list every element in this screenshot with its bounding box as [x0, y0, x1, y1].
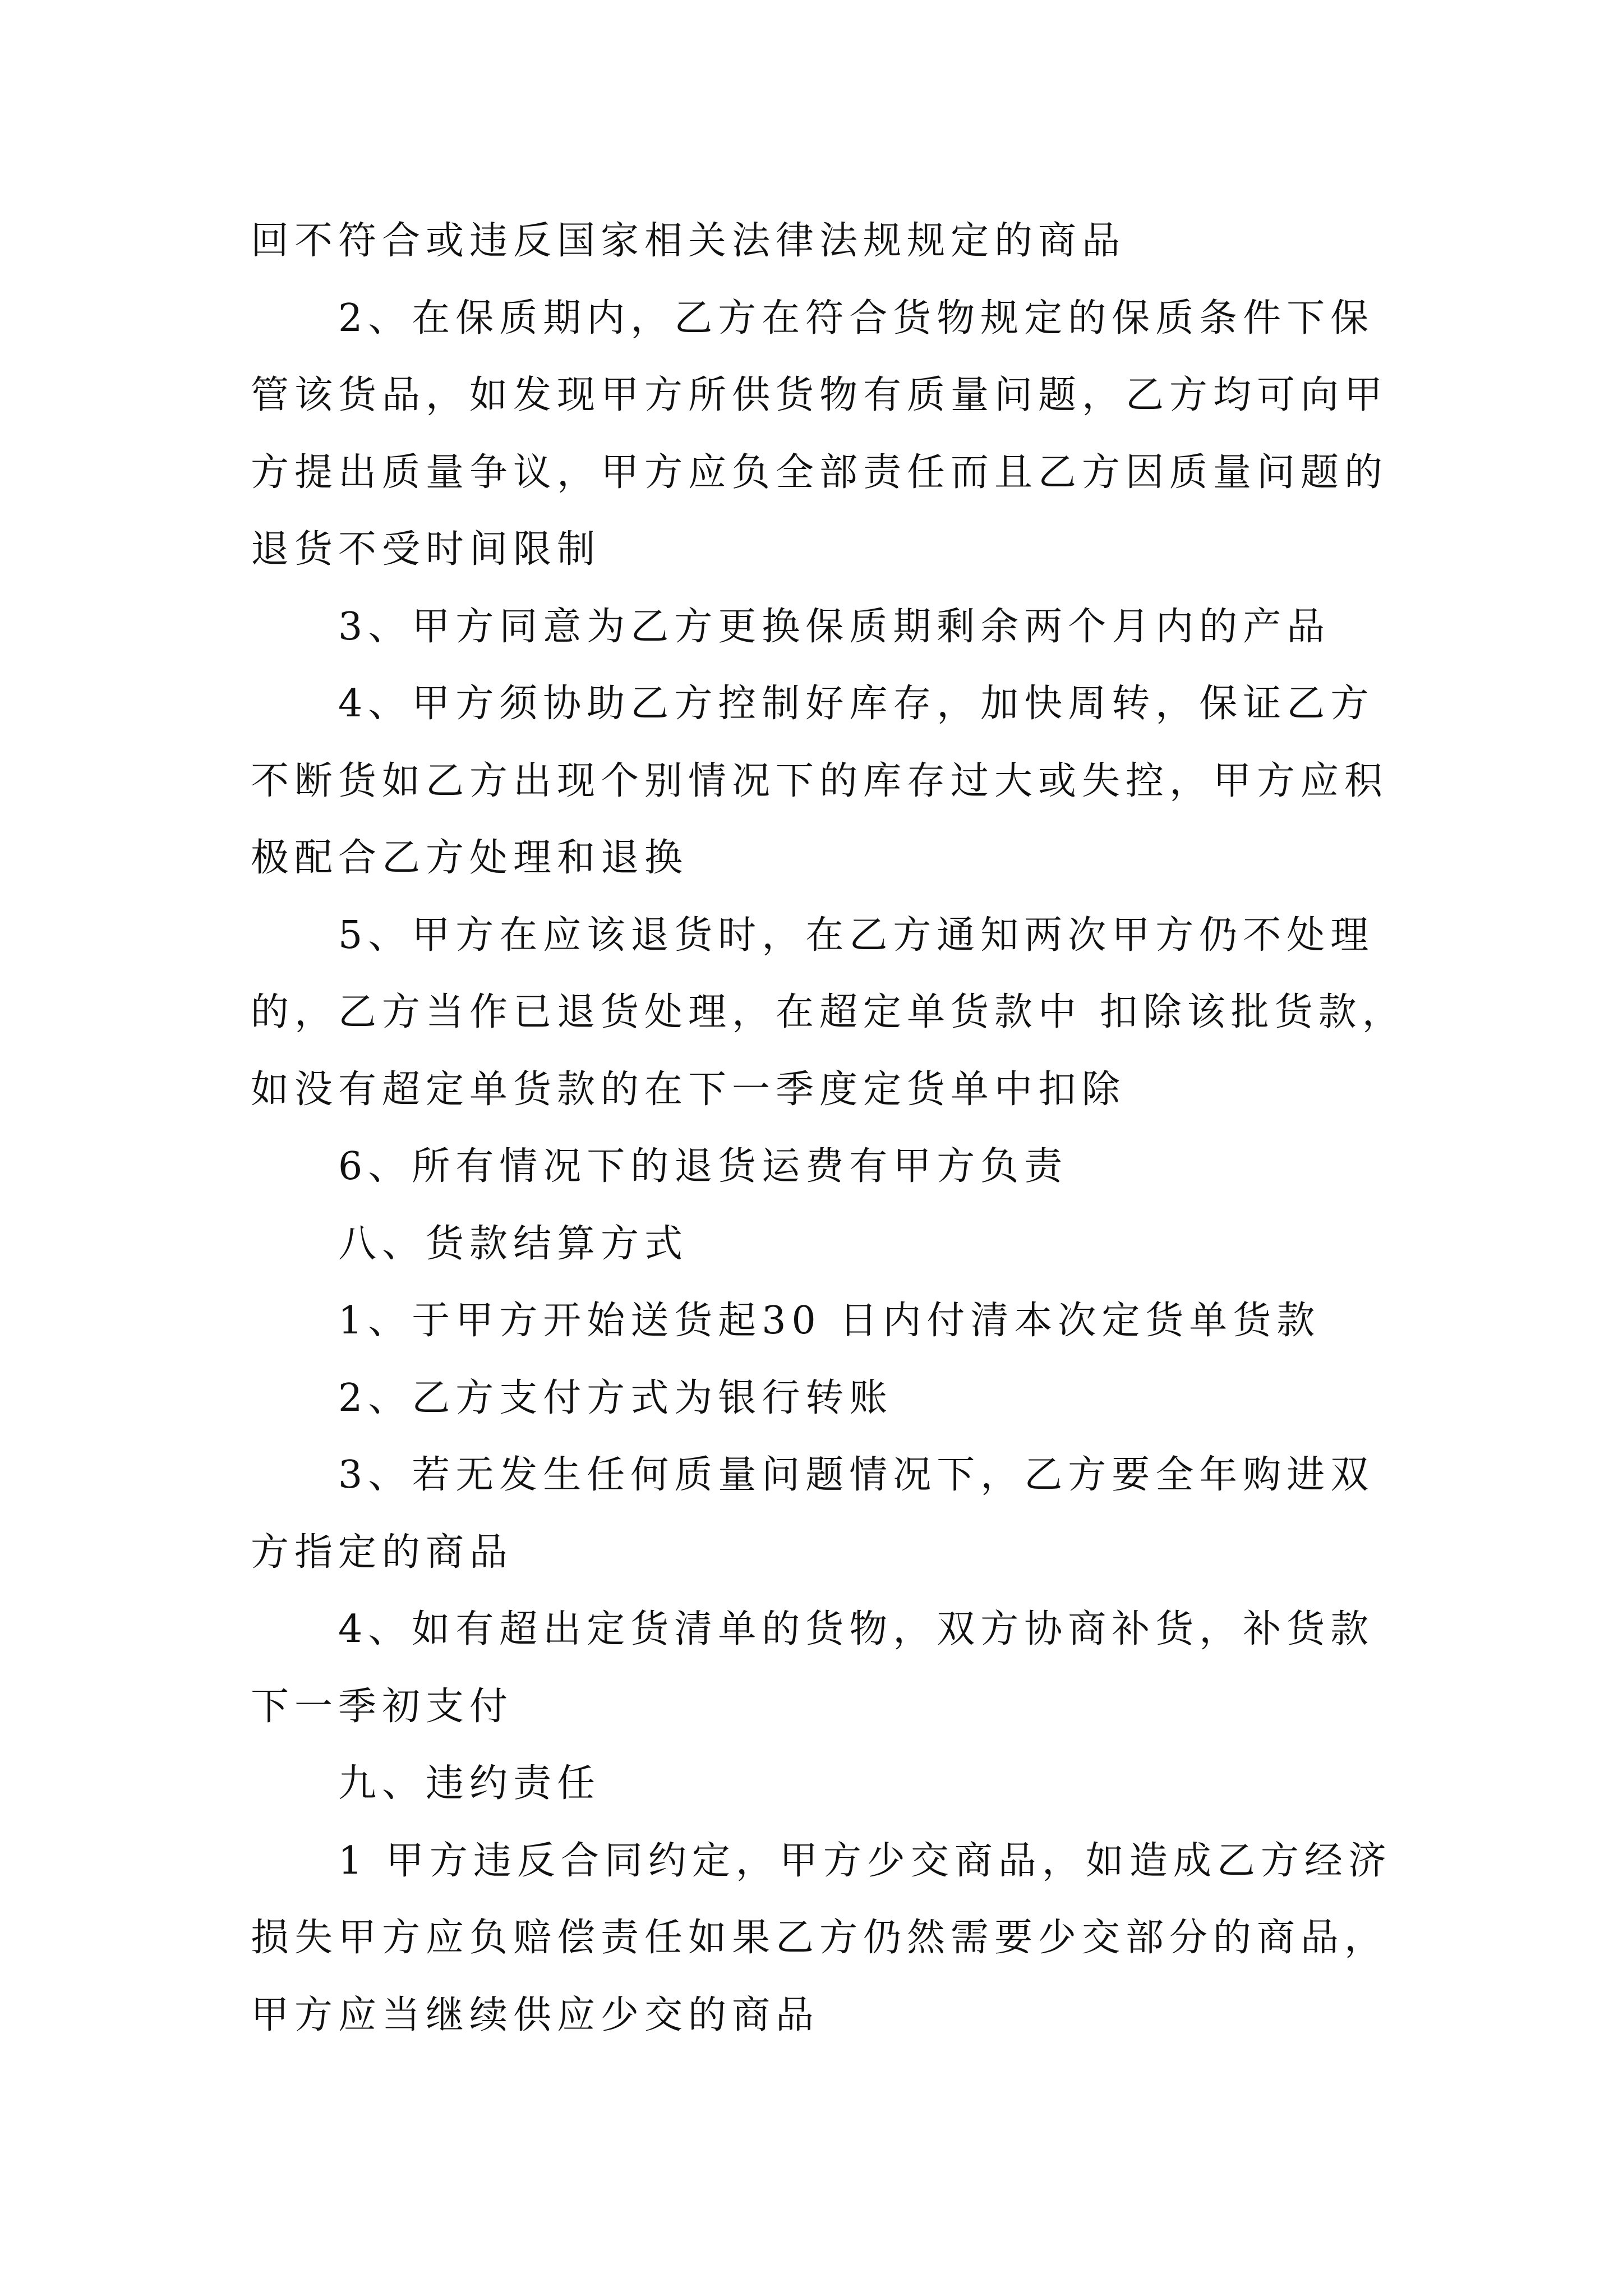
text-line: 不断货如乙方出现个别情况下的库存过大或失控，甲方应积	[251, 758, 1389, 803]
text-line: 的，乙方当作已退货处理，在超定单货款中 扣除该批货款，	[251, 990, 1406, 1034]
text-line: 1、于甲方开始送货起30 日内付清本次定货单货款	[338, 1299, 1321, 1343]
text-line: 方提出质量争议，甲方应负全部责任而且乙方因质量问题的	[251, 450, 1389, 495]
text-line: 1 甲方违反合同约定，甲方少交商品，如造成乙方经济	[338, 1838, 1392, 1883]
text-line: 2、乙方支付方式为银行转账	[338, 1375, 893, 1420]
text-line: 4、甲方须协助乙方控制好库存，加快周转，保证乙方	[338, 682, 1375, 726]
text-line: 回不符合或违反国家相关法律法规规定的商品	[251, 219, 1126, 263]
text-line: 2、在保质期内，乙方在符合货物规定的保质条件下保	[338, 296, 1375, 341]
text-line: 3、若无发生任何质量问题情况下，乙方要全年购进双	[338, 1453, 1375, 1497]
text-line: 甲方应当继续供应少交的商品	[251, 1993, 820, 2037]
text-line: 5、甲方在应该退货时，在乙方通知两次甲方仍不处理	[338, 913, 1375, 958]
text-line: 下一季初支付	[251, 1684, 514, 1729]
text-line: 退货不受时间限制	[251, 527, 601, 572]
text-line: 方指定的商品	[251, 1530, 514, 1575]
text-line: 管该货品，如发现甲方所供货物有质量问题，乙方均可向甲	[251, 373, 1389, 417]
section-heading-payment: 八、货款结算方式	[338, 1221, 689, 1266]
text-line: 4、如有超出定货清单的货物，双方协商补货，补货款	[338, 1607, 1375, 1651]
text-line: 如没有超定单货款的在下一季度定货单中扣除	[251, 1067, 1126, 1112]
text-line: 损失甲方应负赔偿责任如果乙方仍然需要少交部分的商品，	[251, 1916, 1389, 1960]
section-heading-liability: 九、违约责任	[338, 1761, 601, 1806]
text-line: 3、甲方同意为乙方更换保质期剩余两个月内的产品	[338, 604, 1331, 649]
text-line: 6、所有情况下的退货运费有甲方负责	[338, 1144, 1068, 1189]
document-body	[0, 203, 1623, 2054]
text-line: 极配合乙方处理和退换	[251, 836, 689, 880]
